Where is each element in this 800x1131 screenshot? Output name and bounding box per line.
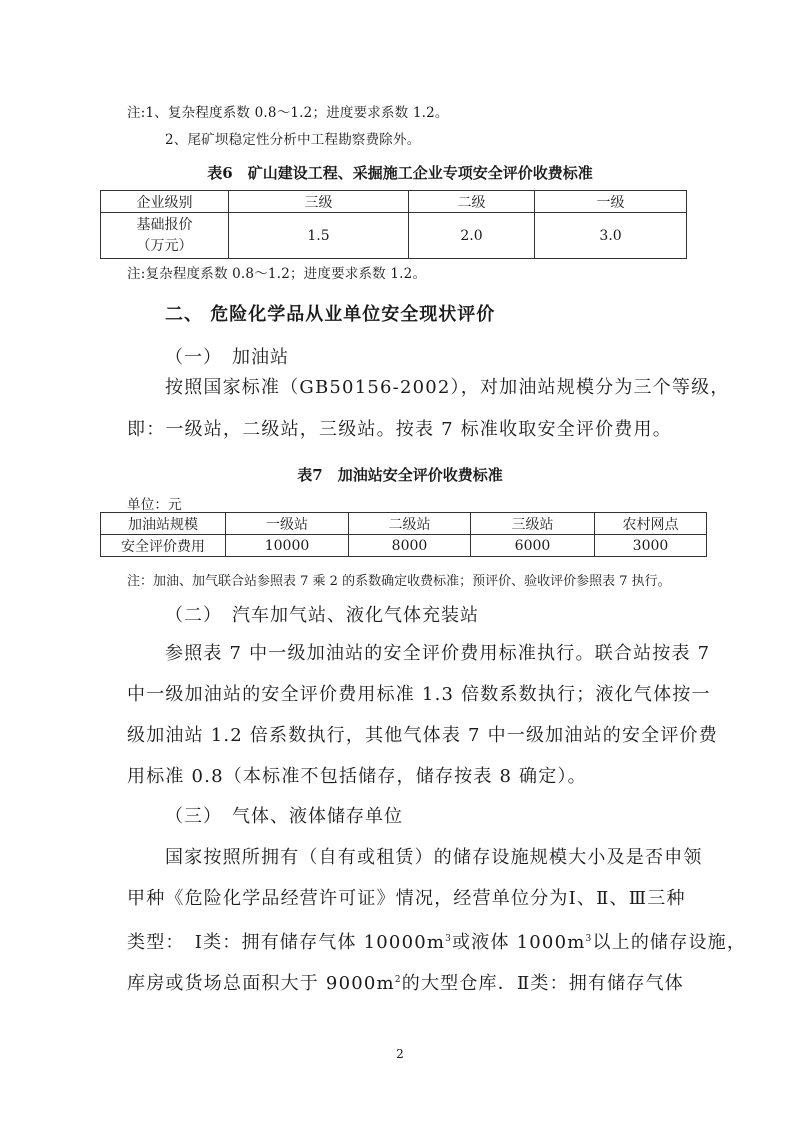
table6-row-label-line1: 基础报价 (136, 216, 193, 233)
table6-cell: 2.0 (409, 213, 535, 259)
subsection-heading-1: （一） 加油站 (165, 347, 289, 368)
table6-header-cell: 二级 (409, 191, 535, 213)
superscript-3: 3 (445, 934, 453, 944)
subsection-heading-3: （三） 气体、液体储存单位 (165, 806, 403, 827)
table7-header-row (101, 513, 707, 535)
page-number: 2 (396, 1047, 404, 1061)
table7-cell: 6000 (471, 535, 595, 557)
table7-header-cell: 三级站 (471, 513, 595, 535)
table7-cell: 10000 (226, 535, 349, 557)
table6-note: 注:复杂程度系数 0.8～1.2；进度要求系数 1.2。 (127, 266, 427, 282)
paragraph-3-line-4 (127, 964, 684, 1000)
table7-note: 注：加油、加气联合站参照表 7 乘 2 的系数确定收费标准；预评价、验收评价参照表 7 执行。 (127, 574, 671, 589)
paragraph-2-line-4: 用标准 0.8（本标准不包括储存，储存按表 8 确定）。 (127, 766, 587, 787)
table6-cell: 1.5 (229, 213, 409, 259)
paragraph-2-line-1: 参照表 7 中一级加油站的安全评价费用标准执行。联合站按表 7 (165, 643, 711, 664)
table6-header-row (101, 191, 687, 213)
paragraph-1-line-1: 按照国家标准（GB50156-2002），对加油站规模分为三个等级， (165, 377, 730, 398)
table6-row-label (101, 213, 229, 259)
table7-header-cell: 一级站 (226, 513, 349, 535)
table6-header-cell: 一级 (535, 191, 687, 213)
table6-row-label-line2: （万元） (136, 237, 193, 254)
paragraph-3-line-4-part-b: 的大型仓库．Ⅱ类：拥有储存气体 (401, 973, 684, 994)
section-heading: 二、 危险化学品从业单位安全现状评价 (165, 304, 496, 325)
paragraph-3-line-3-part-a: 类型： Ⅰ类：拥有储存气体 10000m (127, 932, 446, 953)
superscript-3: 3 (585, 934, 593, 944)
paragraph-3-line-4-part-a: 库房或货场总面积大于 9000m (127, 973, 395, 994)
superscript-2: 2 (394, 975, 402, 985)
table7-cell: 安全评价费用 (101, 535, 226, 557)
table7-unit: 单位：元 (127, 497, 182, 513)
paragraph-3-line-1: 国家按照所拥有（自有或租赁）的储存设施规模大小及是否申领 (165, 847, 703, 868)
table6-header-cell: 企业级别 (101, 191, 229, 213)
table7-cell: 3000 (595, 535, 707, 557)
table7-header-cell: 农村网点 (595, 513, 707, 535)
paragraph-2-line-3: 级加油站 1.2 倍系数执行，其他气体表 7 中一级加油站的安全评价费 (127, 725, 718, 746)
table6-caption: 表6 矿山建设工程、采掘施工企业专项安全评价收费标准 (207, 164, 593, 182)
paragraph-3-line-2: 甲种《危险化学品经营许可证》情况，经营单位分为Ⅰ、Ⅱ、Ⅲ三种 (127, 888, 686, 909)
note-line-2: 2、尾矿坝稳定性分析中工程勘察费除外。 (165, 132, 421, 148)
paragraph-1-line-2: 即：一级站，二级站，三级站。按表 7 标准收取安全评价费用。 (127, 419, 672, 440)
paragraph-3-line-3-part-b: 或液体 1000m (452, 932, 586, 953)
subsection-heading-2: （二） 汽车加气站、液化气体充装站 (165, 605, 479, 626)
table6-row (101, 213, 687, 259)
paragraph-3-line-3 (127, 923, 746, 959)
table6-cell: 3.0 (535, 213, 687, 259)
table7 (100, 512, 707, 557)
table7-header-cell: 加油站规模 (101, 513, 226, 535)
paragraph-2-line-2: 中一级加油站的安全评价费用标准 1.3 倍数系数执行；液化气体按一 (127, 684, 711, 705)
table6 (100, 190, 687, 259)
note-line-1: 注:1、复杂程度系数 0.8～1.2；进度要求系数 1.2。 (127, 105, 449, 121)
table6-header-cell: 三级 (229, 191, 409, 213)
table7-row (101, 535, 707, 557)
table7-header-cell: 二级站 (349, 513, 471, 535)
table7-cell: 8000 (349, 535, 471, 557)
paragraph-3-line-3-part-c: 以上的储存设施， (592, 932, 747, 953)
table7-caption: 表7 加油站安全评价收费标准 (297, 466, 503, 484)
